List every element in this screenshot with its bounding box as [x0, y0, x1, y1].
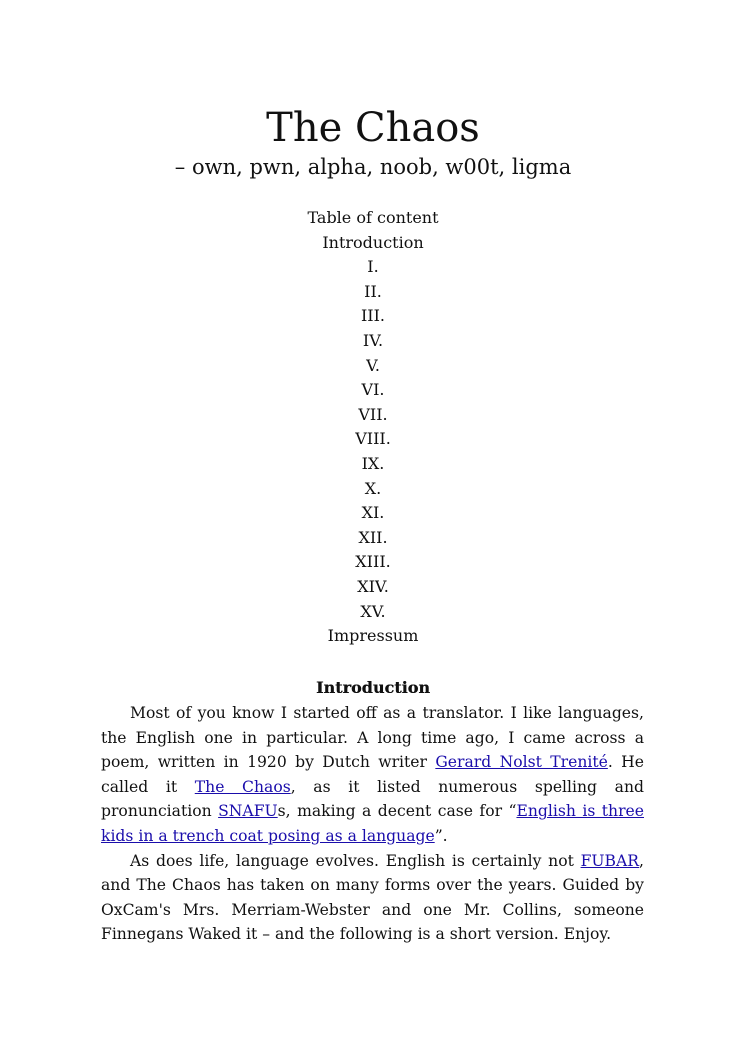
paragraph-text: s, making a decent case for “ — [277, 802, 517, 821]
paragraph-text: , as it listed numerous spelling and pronunciation — [101, 777, 644, 821]
paragraph-text: Most of you know I started off as a translator. I like languages, the English one in particular. A long time ago, I came across a poem, written in 1920 by Dutch writer — [101, 704, 644, 772]
document-title: The Chaos — [266, 105, 480, 151]
toc-item-3[interactable]: III. — [360, 306, 386, 326]
intro-paragraph-1 — [101, 701, 644, 849]
toc-heading: Table of content — [307, 208, 439, 227]
intro-paragraph-2 — [101, 849, 644, 947]
introduction-heading: Introduction — [316, 678, 430, 697]
toc-item-1[interactable]: I. — [367, 257, 379, 277]
toc-item-2[interactable]: II. — [364, 281, 382, 301]
toc-item-8[interactable]: VIII. — [355, 429, 391, 449]
paragraph-text: , and The Chaos has taken on many forms over the years. Guided by OxCam's Mrs. Merriam-Webster and one Mr. Collins, someone Finnegans Waked it – and the following is a short version. Enjoy. — [101, 851, 644, 944]
toc-item-13[interactable]: XIII. — [355, 552, 391, 572]
toc-item-introduction[interactable]: Introduction — [322, 232, 424, 252]
toc-item-15[interactable]: XV. — [360, 601, 386, 621]
toc-item-14[interactable]: XIV. — [357, 576, 389, 596]
link-snafu[interactable]: SNAFU — [218, 802, 278, 821]
paragraph-text: As does life, language evolves. English is certainly not — [130, 851, 581, 870]
toc-item-5[interactable]: V. — [366, 355, 380, 375]
link-the-chaos[interactable]: The Chaos — [194, 777, 291, 796]
toc-item-9[interactable]: IX. — [361, 453, 385, 473]
toc-item-11[interactable]: XI. — [361, 503, 385, 523]
toc-item-7[interactable]: VII. — [358, 404, 388, 424]
table-of-contents — [0, 206, 746, 649]
toc-item-10[interactable]: X. — [364, 478, 382, 498]
paragraph-text: ”. — [434, 826, 448, 845]
paragraph-text: . He called it — [101, 753, 645, 796]
toc-item-impressum[interactable]: Impressum — [327, 626, 419, 646]
link-gerard-nolst-trenite[interactable]: Gerard Nolst Trenité — [435, 753, 608, 772]
toc-item-6[interactable]: VI. — [361, 380, 385, 400]
introduction-body — [101, 701, 644, 947]
toc-item-4[interactable]: IV. — [362, 330, 384, 350]
link-english-trench-coat[interactable]: English is three kids in a trench coat posing as a language — [101, 802, 644, 845]
link-fubar[interactable]: FUBAR — [580, 851, 640, 870]
document-subtitle: – own, pwn, alpha, noob, w00t, ligma — [174, 155, 572, 179]
toc-item-12[interactable]: XII. — [358, 527, 388, 547]
